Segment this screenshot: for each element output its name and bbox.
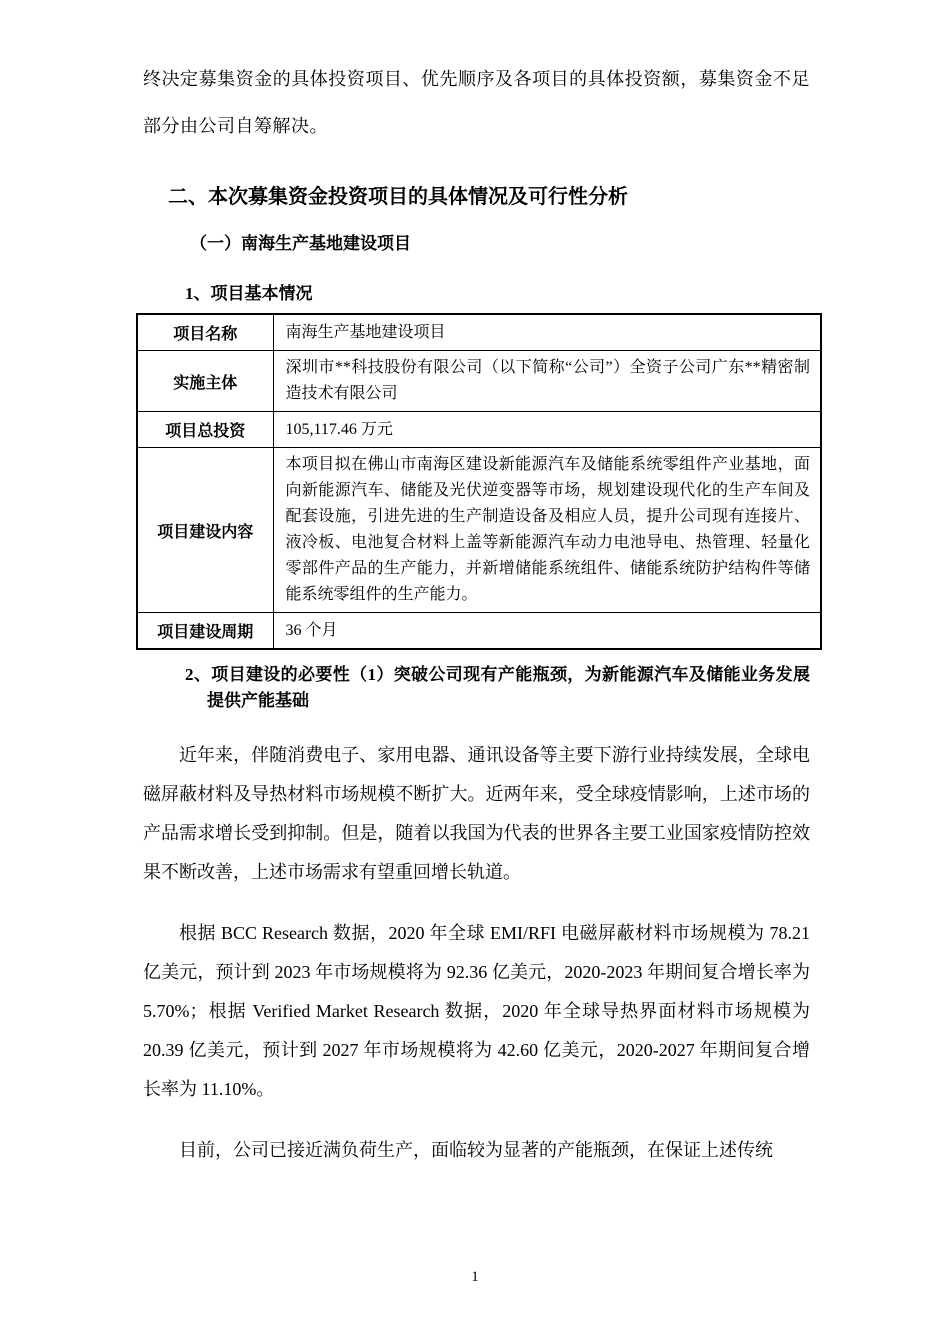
table-value-construction-period: 36 个月 — [273, 613, 821, 650]
row-construction-content — [137, 448, 821, 613]
table-label-project-name: 项目名称 — [137, 314, 273, 351]
body-paragraph-capacity-bottleneck: 目前，公司已接近满负荷生产，面临较为显著的产能瓶颈，在保证上述传统 — [179, 1140, 773, 1160]
table-value-total-investment: 105,117.46 万元 — [273, 412, 821, 448]
subsection-heading: （一）南海生产基地建设项目 — [190, 234, 411, 254]
table-value-project-name: 南海生产基地建设项目 — [273, 314, 821, 351]
section-heading: 二、本次募集资金投资项目的具体情况及可行性分析 — [168, 184, 628, 208]
table-value-construction-content: 本项目拟在佛山市南海区建设新能源汽车及储能系统零组件产业基地，面向新能源汽车、储能及光伏逆变器等市场，规划建设现代化的生产车间及配套设施，引进先进的生产制造设备及相应人员，提升公司现有连接片、液冷板、电池复合材料上盖等新能源汽车动力电池导电、热管理、轻量化零部件产品的生产能力，并新增储能系统组件、储能系统防护结构件等储能系统零组件的生产能力。 — [273, 448, 821, 613]
table-label-construction-period: 项目建设周期 — [137, 613, 273, 650]
item-heading-basic-info: 1、项目基本情况 — [185, 284, 313, 303]
project-info-table — [136, 313, 822, 650]
body-paragraph-market-data: 根据 BCC Research 数据，2020 年全球 EMI/RFI 电磁屏蔽材料市场规模为 78.21 亿美元，预计到 2023 年市场规模将为 92.36 亿美元，2020-2023 年期间复合增长率为 5.70%；根据 Verified Market Research 数据，2020 年全球导热界面材料市场规模为 20.39 亿美元，预计到 2027 年市场规模将为 42.60 亿美元，2020-2027 年期间复合增长率为 11.10%。 — [143, 923, 810, 1099]
row-total-investment — [137, 412, 821, 448]
item-heading-necessity: 2、项目建设的必要性（1）突破公司现有产能瓶颈，为新能源汽车及储能业务发展提供产能基础 — [185, 665, 810, 710]
row-project-name — [137, 314, 821, 351]
table-value-implementing-entity: 深圳市**科技股份有限公司（以下简称“公司”）全资子公司广东**精密制造技术有限公司 — [273, 351, 821, 412]
table-label-total-investment: 项目总投资 — [137, 412, 273, 448]
page-number: 1 — [471, 1269, 479, 1285]
body-paragraph-market-overview: 近年来，伴随消费电子、家用电器、通讯设备等主要下游行业持续发展，全球电磁屏蔽材料及导热材料市场规模不断扩大。近两年来，受全球疫情影响，上述市场的产品需求增长受到抑制。但是，随着以我国为代表的世界各主要工业国家疫情防控效果不断改善，上述市场需求有望重回增长轨道。 — [143, 745, 810, 882]
continuation-paragraph: 终决定募集资金的具体投资项目、优先顺序及各项目的具体投资额，募集资金不足部分由公司自筹解决。 — [143, 69, 810, 137]
table-label-construction-content: 项目建设内容 — [137, 448, 273, 613]
row-implementing-entity — [137, 351, 821, 412]
table-label-implementing-entity: 实施主体 — [137, 351, 273, 412]
row-construction-period — [137, 613, 821, 650]
